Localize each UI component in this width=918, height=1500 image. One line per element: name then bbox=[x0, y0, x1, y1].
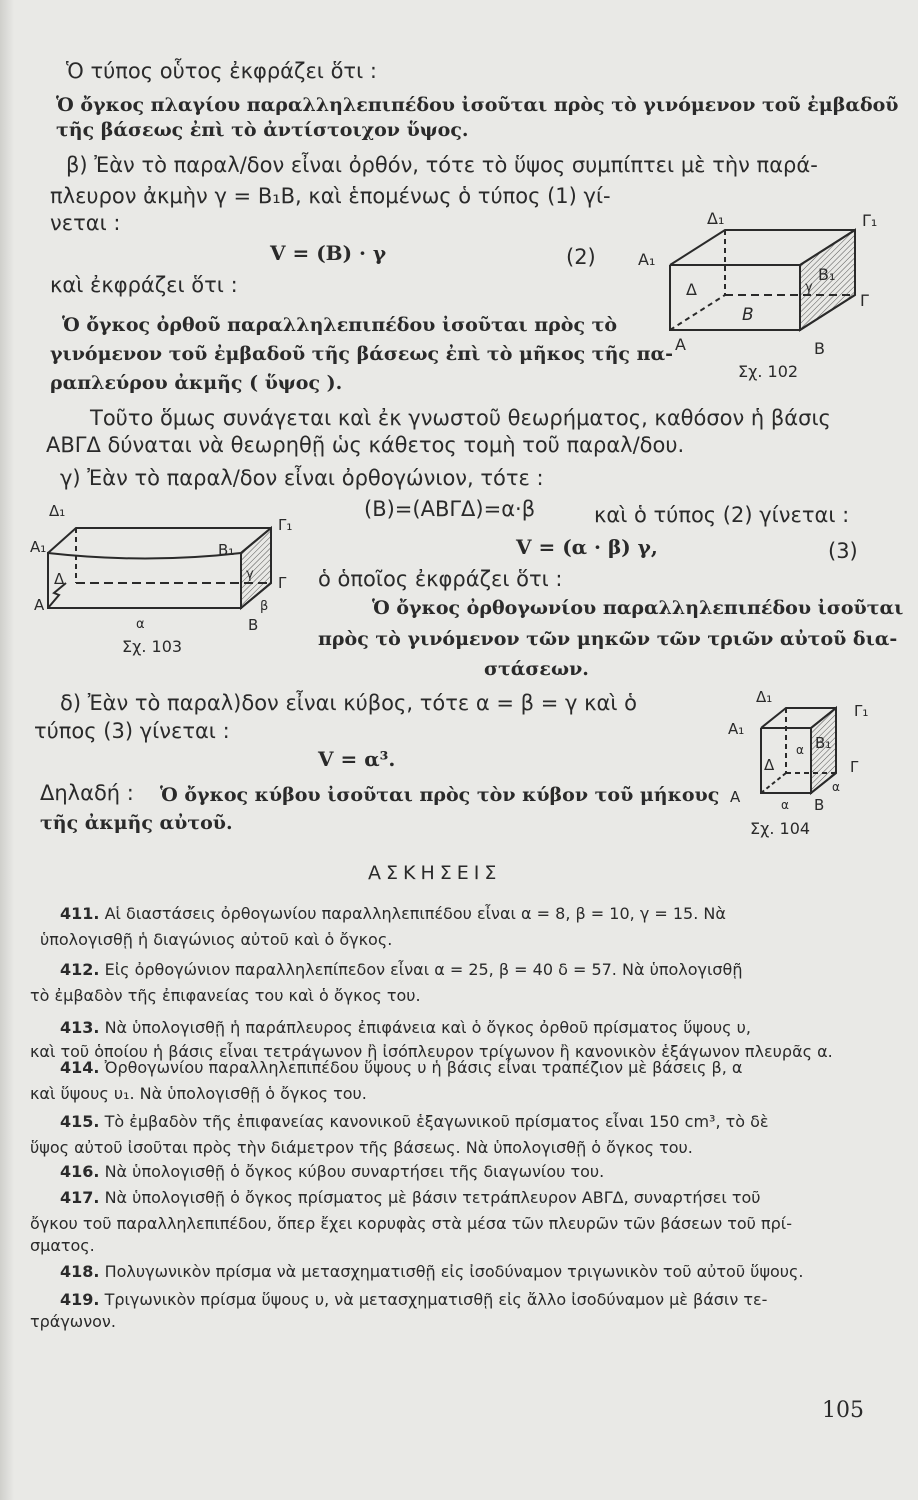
figure-104 bbox=[726, 688, 896, 843]
figure-102 bbox=[630, 205, 890, 395]
fig103-label-c: γ bbox=[246, 567, 254, 582]
page-number: 105 bbox=[822, 1398, 864, 1423]
fig103-label-b: β bbox=[260, 599, 269, 614]
fig102-label-B1: B₁ bbox=[818, 265, 836, 284]
theorem-line: γινόμενον τοῦ ἐμβαδοῦ τῆς βάσεως ἐπὶ τὸ μῆκος τῆς πα- bbox=[50, 343, 674, 365]
exercise-number: 411. bbox=[60, 904, 100, 923]
text-line: γ) Ἐὰν τὸ παραλ/δον εἶναι ὀρθογώνιον, τότε : bbox=[60, 466, 544, 490]
text-line: ΑΒΓΔ δύναται νὰ θεωρηθῇ ὡς κάθετος τομὴ τοῦ παραλ/δου. bbox=[46, 433, 685, 457]
fig103-label-D: Δ bbox=[54, 570, 65, 588]
exercise-number: 412. bbox=[60, 960, 100, 979]
exercise-number: 413. bbox=[60, 1018, 100, 1037]
theorem-line: Ὁ ὄγκος κύβου ἰσοῦται πρὸς τὸν κύβον τοῦ μήκους bbox=[160, 784, 720, 806]
fig102-label-D: Δ bbox=[686, 280, 697, 299]
exercise-text: Ὀρθογωνίου παραλληλεπιπέδου ὕψους υ ἡ βάσις εἶναι τραπέζιον μὲ βάσεις β, α bbox=[104, 1058, 743, 1077]
page-gutter-shadow bbox=[0, 0, 14, 1500]
text-line: Ὁ τύπος οὗτος ἐκφράζει ὅτι : bbox=[66, 59, 377, 83]
exercise-419 bbox=[60, 1290, 767, 1310]
exercise-text: Πολυγωνικὸν πρίσμα νὰ μετασχηματισθῇ εἰς ἰσοδύναμον τριγωνικὸν τοῦ αὐτοῦ ὕψους. bbox=[104, 1262, 804, 1281]
fig102-label-D1: Δ₁ bbox=[707, 209, 725, 228]
fig104-label-a3: α bbox=[832, 780, 840, 794]
theorem-line: τῆς βάσεως ἐπὶ τὸ ἀντίστοιχον ὕψος. bbox=[56, 119, 469, 141]
fig102-label-edge: γ bbox=[805, 280, 813, 295]
fig104-label-G1: Γ₁ bbox=[854, 702, 869, 720]
exercise-414 bbox=[60, 1058, 742, 1078]
fig103-label-a: α bbox=[136, 617, 145, 632]
fig104-label-A1: A₁ bbox=[728, 720, 745, 738]
text-line: νεται : bbox=[50, 211, 121, 235]
exercise-number: 414. bbox=[60, 1058, 100, 1077]
exercise-text: ὑπολογισθῇ ἡ διαγώνιος αὐτοῦ καὶ ὁ ὄγκος. bbox=[40, 930, 393, 949]
exercise-413 bbox=[60, 1018, 751, 1038]
text-line: β) Ἐὰν τὸ παραλ/δον εἶναι ὀρθόν, τότε τὸ ὕψος συμπίπτει μὲ τὴν παρά- bbox=[66, 153, 818, 177]
fig103-label-G1: Γ₁ bbox=[278, 516, 293, 534]
exercise-text: Εἰς ὀρθογώνιον παραλληλεπίπεδον εἶναι α = 25, β = 40 δ = 57. Νὰ ὑπολογισθῇ bbox=[104, 960, 743, 979]
fig102-label-G: Γ bbox=[860, 291, 869, 310]
fig104-label-a1: α bbox=[796, 743, 804, 757]
fig102-label-B: B bbox=[814, 339, 825, 358]
fig104-caption: Σχ. 104 bbox=[750, 819, 811, 838]
fig103-label-B1: B₁ bbox=[218, 541, 235, 559]
exercise-text: Τριγωνικὸν πρίσμα ὕψους υ, νὰ μετασχηματισθῇ εἰς ἄλλο ἰσοδύναμον μὲ βάσιν τε- bbox=[104, 1290, 768, 1309]
fig104-label-D1: Δ₁ bbox=[756, 688, 773, 706]
exercise-text: Νὰ ὑπολογισθῇ ἡ παράπλευρος ἐπιφάνεια καὶ ὁ ὄγκος ὀρθοῦ πρίσματος ὕψους υ, bbox=[104, 1018, 751, 1037]
exercise-number: 416. bbox=[60, 1162, 100, 1181]
text-line: Δηλαδή : bbox=[40, 781, 134, 805]
front-face bbox=[48, 553, 241, 608]
exercise-number: 417. bbox=[60, 1188, 100, 1207]
text-line: τύπος (3) γίνεται : bbox=[34, 719, 230, 743]
theorem-line: Ὁ ὄγκος ὀρθοῦ παραλληλεπιπέδου ἰσοῦται πρὸς τὸ bbox=[62, 314, 618, 336]
theorem-line: Ὁ ὄγκος πλαγίου παραλληλεπιπέδου ἰσοῦται πρὸς τὸ γινόμενον τοῦ ἐμβαδοῦ bbox=[56, 94, 899, 116]
exercise-text: τὸ ἐμβαδὸν τῆς ἐπιφανείας του καὶ ὁ ὄγκος του. bbox=[30, 986, 421, 1005]
fig103-label-A: A bbox=[34, 596, 45, 614]
fig102-caption: Σχ. 102 bbox=[738, 362, 799, 381]
figure-103 bbox=[26, 498, 306, 663]
exercise-text: καὶ τοῦ ὁποίου ἡ βάσις εἶναι τετράγωνον ἢ ἰσόπλευρον τρίγωνον ἢ κανονικὸν ἑξάγωνον πλευρᾶς α. bbox=[30, 1042, 833, 1061]
formula-volume-right: V = (B) · γ bbox=[270, 241, 387, 265]
exercise-number: 415. bbox=[60, 1112, 100, 1131]
fig103-caption: Σχ. 103 bbox=[122, 637, 183, 656]
exercise-number: 419. bbox=[60, 1290, 100, 1309]
fig103-label-B: B bbox=[248, 616, 259, 634]
formula-base-area: (B)=(ΑΒΓΔ)=α·β bbox=[364, 497, 536, 521]
theorem-line: ραπλεύρου ἀκμῆς ( ὕψος ). bbox=[50, 372, 343, 394]
fig103-label-A1: A₁ bbox=[30, 538, 47, 556]
fig102-label-A1: A₁ bbox=[638, 250, 656, 269]
fig104-label-a2: α bbox=[781, 798, 789, 812]
theorem-line: στάσεων. bbox=[484, 658, 589, 680]
fig104-label-B: B bbox=[814, 796, 825, 814]
fig104-label-D: Δ bbox=[764, 756, 775, 774]
fig104-label-G: Γ bbox=[850, 758, 859, 776]
exercise-number: 418. bbox=[60, 1262, 100, 1281]
text-line: πλευρον ἀκμὴν γ = Β₁Β, καὶ ἑπομένως ὁ τύπος (1) γί- bbox=[50, 184, 611, 208]
exercise-411 bbox=[60, 904, 726, 924]
fig102-label-base: B bbox=[742, 305, 754, 325]
exercise-text: Νὰ ὑπολογισθῇ ὁ ὄγκος πρίσματος μὲ βάσιν τετράπλευρον ΑΒΓΔ, συναρτήσει τοῦ bbox=[104, 1188, 761, 1207]
text-line: ὁ ὁποῖος ἐκφράζει ὅτι : bbox=[318, 567, 563, 591]
fig104-label-A: A bbox=[730, 788, 741, 806]
fig104-label-B1: B₁ bbox=[815, 734, 832, 752]
exercise-text: τράγωνον. bbox=[30, 1312, 116, 1331]
exercise-text: Αἱ διαστάσεις ὀρθογωνίου παραλληλεπιπέδου εἶναι α = 8, β = 10, γ = 15. Νὰ bbox=[104, 904, 726, 923]
exercise-417 bbox=[60, 1188, 761, 1208]
text-line: καὶ ἐκφράζει ὅτι : bbox=[50, 273, 238, 297]
theorem-line: Ὁ ὄγκος ὀρθογωνίου παραλληλεπιπέδου ἰσοῦται bbox=[372, 597, 904, 619]
fig102-label-A: A bbox=[675, 335, 686, 354]
formula-number: (3) bbox=[828, 539, 858, 563]
exercise-text: ὕψος αὐτοῦ ἰσοῦται πρὸς τὴν διάμετρον τῆς βάσεως. Νὰ ὑπολογισθῇ ὁ ὄγκος του. bbox=[30, 1138, 693, 1157]
fig103-label-D1: Δ₁ bbox=[49, 502, 66, 520]
exercise-text: καὶ ὕψους υ₁. Νὰ ὑπολογισθῇ ὁ ὄγκος του. bbox=[30, 1084, 367, 1103]
exercise-412 bbox=[60, 960, 742, 980]
exercise-text: Τὸ ἐμβαδὸν τῆς ἐπιφανείας κανονικοῦ ἑξαγωνικοῦ πρίσματος εἶναι 150 cm³, τὸ δὲ bbox=[104, 1112, 769, 1131]
exercise-415 bbox=[60, 1112, 769, 1132]
fig103-label-G: Γ bbox=[278, 574, 287, 592]
fig102-label-G1: Γ₁ bbox=[862, 211, 878, 230]
formula-volume-cube: V = α³. bbox=[318, 747, 396, 771]
theorem-line: τῆς ἀκμῆς αὐτοῦ. bbox=[40, 812, 233, 834]
exercise-text: Νὰ ὑπολογισθῇ ὁ ὄγκος κύβου συναρτήσει τῆς διαγωνίου του. bbox=[104, 1162, 605, 1181]
section-title: ΑΣΚΗΣΕΙΣ bbox=[368, 862, 502, 884]
exercise-text: ὄγκου τοῦ παραλληλεπιπέδου, ὅπερ ἔχει κορυφὰς στὰ μέσα τῶν πλευρῶν τῶν βάσεων τοῦ πρί- bbox=[30, 1214, 792, 1233]
hidden-edge bbox=[761, 773, 786, 793]
formula-number: (2) bbox=[566, 245, 596, 269]
box-drawing bbox=[48, 528, 271, 608]
text-line: δ) Ἐὰν τὸ παραλ)δον εἶναι κύβος, τότε α = β = γ καὶ ὁ bbox=[60, 691, 637, 715]
text-line: Τοῦτο ὅμως συνάγεται καὶ ἐκ γνωστοῦ θεωρήματος, καθόσον ἡ βάσις bbox=[90, 406, 831, 430]
theorem-line: πρὸς τὸ γινόμενον τῶν μηκῶν τῶν τριῶν αὐτοῦ δια- bbox=[318, 628, 898, 650]
exercise-418 bbox=[60, 1262, 804, 1282]
exercise-416 bbox=[60, 1162, 604, 1182]
formula-volume-rectangular: V = (α · β) γ, bbox=[516, 535, 658, 559]
text-line: καὶ ὁ τύπος (2) γίνεται : bbox=[594, 503, 850, 527]
hidden-edge bbox=[670, 295, 725, 330]
exercise-text: σματος. bbox=[30, 1236, 95, 1255]
top-right-edges bbox=[48, 528, 271, 608]
